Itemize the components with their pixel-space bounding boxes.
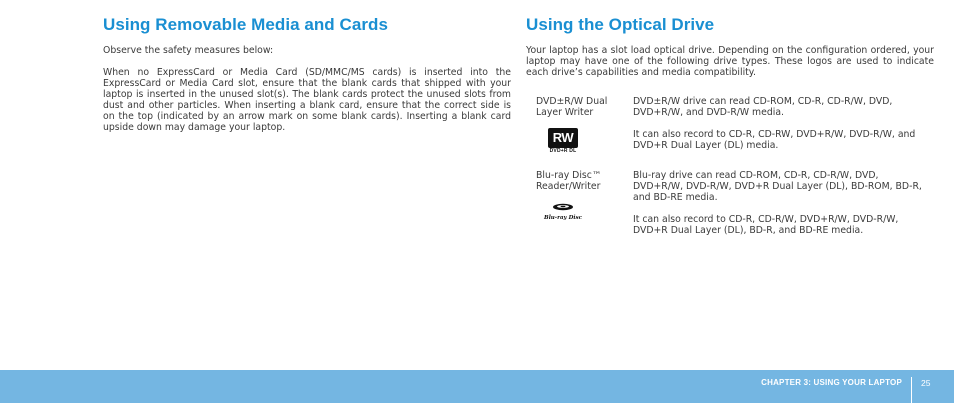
drive-desc-bluray-record: It can also record to CD-R, CD-R/W, DVD+R/W, DVD-R/W, DVD+R Dual Layer (DL), BD-R, and BD-RE media.: [633, 214, 899, 236]
drive-desc-bluray-read: Blu-ray drive can read CD-ROM, CD-R, CD-R/W, DVD, DVD+R/W, DVD-R/W, DVD+R Dual Layer (DL), BD-ROM, BD-R, and BD-RE media.: [633, 170, 922, 203]
dvd-rw-logo-subtext: DVD+R DL: [549, 148, 577, 154]
right-section-heading: Using the Optical Drive: [526, 15, 715, 34]
page-footer: [0, 370, 954, 403]
left-section-heading: Using Removable Media and Cards: [103, 15, 388, 34]
right-intro-text: Your laptop has a slot load optical drive. Depending on the configuration ordered, your laptop may have one of the following drive types. These logos are used to indicate each drive’s capabilities and media compatibility.: [526, 45, 934, 78]
left-intro-text: Observe the safety measures below:: [103, 45, 274, 56]
blu-ray-disc-logo-text: Blu-ray Disc: [544, 215, 582, 221]
drive-desc-dvd-record: It can also record to CD-R, CD-RW, DVD+R/W, DVD-R/W, and DVD+R Dual Layer (DL) media.: [633, 129, 916, 151]
blu-ray-disc-logo-icon: [540, 200, 586, 222]
drive-desc-dvd: [633, 96, 923, 162]
dvd-rw-logo-mark: RW: [548, 128, 578, 148]
dvd-rw-logo-icon: [548, 128, 580, 158]
drive-desc-bluray: [633, 170, 923, 247]
drive-desc-dvd-read: DVD±R/W drive can read CD-ROM, CD-R, CD-R/W, DVD, DVD+R/W, and DVD-R/W media.: [633, 96, 893, 118]
blu-ray-disc-logo-graphic: [540, 200, 586, 222]
footer-chapter-title: CHAPTER 3: USING YOUR LAPTOP: [761, 378, 902, 387]
footer-page-number: 25: [921, 378, 931, 388]
drive-name-dvd: DVD±R/W Dual Layer Writer: [536, 96, 608, 118]
left-body-text: When no ExpressCard or Media Card (SD/MMC/MS cards) is inserted into the ExpressCard or Media Card slot, ensure that the blank cards that shipped with your laptop is inserted in the unused slot(s). The blank cards protect the unused slots from dust and other particles. When inserting a blank card, ensure that the correct side is on the top (indicated by an arrow mark on some blank cards). Inserting a blank card upside down may damage your laptop.: [103, 67, 511, 133]
drive-name-bluray: Blu-ray Disc™ Reader/Writer: [536, 170, 602, 192]
footer-divider: [911, 377, 912, 403]
